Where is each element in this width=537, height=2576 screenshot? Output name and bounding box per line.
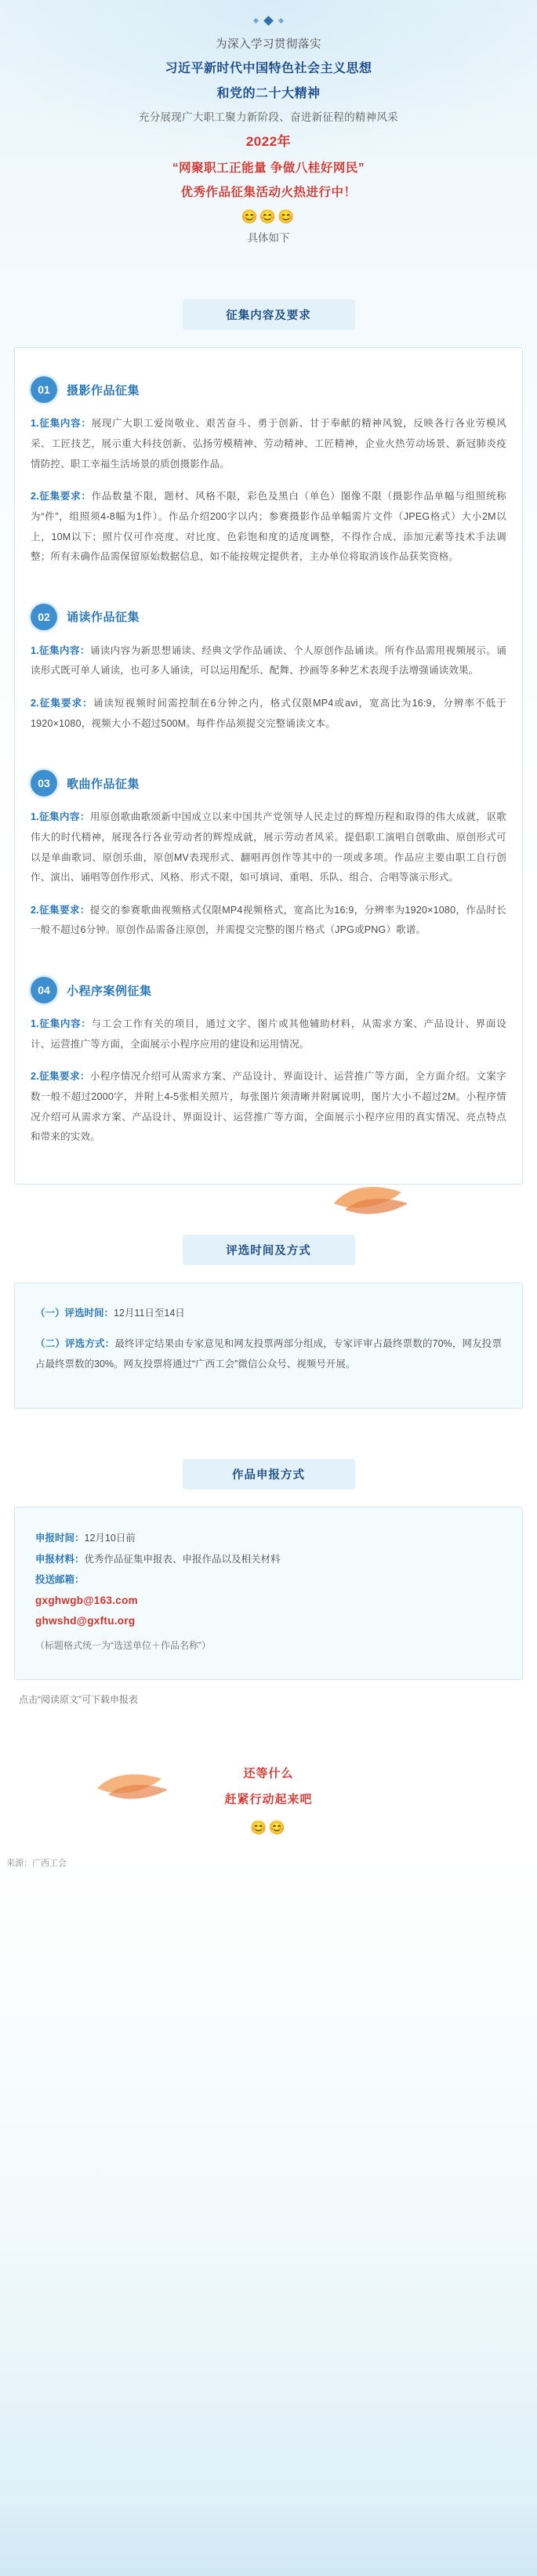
paragraph-lead: 2.征集要求： <box>31 904 90 916</box>
apply-email-1[interactable]: gxghwgb@163.com <box>35 1595 138 1607</box>
review-method-label: （二）评选方式： <box>35 1338 115 1350</box>
header-line-4: 充分展现广大职工聚力新阶段、奋进新征程的精神风采 <box>138 111 399 123</box>
paragraph <box>31 901 506 941</box>
paragraph-text: 诵读短视频时间需控制在6分钟之内，格式仅限MP4或avi，宽高比为16:9，分辨率不低于1920×1080，视频大小不超过500M。每件作品须提交完整诵读文本。 <box>31 698 506 729</box>
closing-line-1: 还等什么 <box>243 1766 294 1780</box>
paragraph-text: 展现广大职工爱岗敬业、艰苦奋斗、勇于创新、甘于奉献的精神风貌，反映各行各业劳模风采、工匠技艺，展示重大科技创新、弘扬劳模精神、劳动精神、工匠精神，企业火热劳动场景、新冠肺炎疫情防控、职工幸福生活场景的质创摄影作品。 <box>31 418 506 470</box>
paragraph-lead: 2.征集要求： <box>31 698 93 709</box>
review-time-value: 12月11日至14日 <box>114 1307 185 1319</box>
review-time <box>35 1304 502 1324</box>
closing-line-2: 赶紧行动起来吧 <box>224 1792 313 1806</box>
paragraph-text: 用原创歌曲歌颂新中国成立以来中国共产党领导人民走过的辉煌历程和取得的伟大成就，讴歌伟大的时代精神，展现各行各业劳动者的辉煌成就，展示劳动者风采。提倡职工演唱自创歌曲、原创形式可以是单曲歌词、原创乐曲，原创MV表现形式、翻唱再创作等其中的一项或多项。作品应主要由职工自行创作、演出、诵唱等创作形式、风格、形式不限，如可填词、重唱、乐队、组合、合唱等演示形式。 <box>31 811 507 883</box>
paragraph-text: 提交的参赛歌曲视频格式仅限MP4视频格式，宽高比为16:9，分辨率为1920×1080，作品时长一般不超过6分钟。原创作品需备注原创，并需提交完整的图片格式（JPG或PNG）歌谱。 <box>31 904 506 936</box>
content-section-title: 征集内容及要求 <box>183 299 355 330</box>
apply-mailbox-label: 投送邮箱： <box>35 1574 85 1586</box>
review-method-value: 最终评定结果由专家意见和网友投票两部分组成，专家评审占最终票数的70%，网友投票占最终票数的30%。网友投票将通过“广西工会”微信公众号、视频号开展。 <box>35 1338 502 1370</box>
apply-material-label: 申报材料： <box>35 1553 85 1565</box>
apply-time <box>35 1528 502 1549</box>
subsection-header-03 <box>31 770 506 796</box>
diamond-icon <box>263 16 274 26</box>
review-method <box>35 1334 502 1374</box>
review-section-title-wrap <box>0 1185 537 1283</box>
apply-time-label: 申报时间： <box>35 1532 85 1544</box>
paragraph-text: 小程序情况介绍可从需求方案、产品设计、界面设计、运营推广等方面，全方面介绍。文案字数一般不超过2000字，并附上4-5张相关照片，每张图片须清晰并附属说明，图片大小不超过2M。小程序情况介绍可从需求方案、产品设计、界面设计、运营推广等方面，全面展示小程序应用的真实情况、亮点特点和带来的实效。 <box>31 1071 507 1143</box>
subsection-title: 诵读作品征集 <box>67 611 140 625</box>
subsection-header-04 <box>31 977 506 1003</box>
apply-section-title-wrap <box>0 1409 537 1507</box>
paragraph <box>31 694 506 734</box>
paragraph <box>31 1067 506 1148</box>
paragraph-text: 诵读内容为新思想诵读、经典文学作品诵读、个人原创作品诵读。所有作品需用视频展示。诵读形式既可单人诵读，也可多人诵读，可以运用配乐、配舞、抄画等多种艺术表现手法增强诵读效果。 <box>31 644 507 677</box>
subsection-header-01 <box>31 376 506 403</box>
header-slogan: “网聚职工正能量 争做八桂好网民” <box>172 161 365 175</box>
paragraph <box>31 414 506 474</box>
content-section-title-wrap <box>0 249 537 347</box>
header-line-1: 为深入学习贯彻落实 <box>216 38 321 51</box>
paragraph-text: 作品数量不限，题材、风格不限，彩色及黑白（单色）图像不限（摄影作品单幅与组照统称为“件”，组照须4-8幅为1件）。作品介绍200字以内；参赛摄影作品单幅需片文件（JPEG格式）大小2M以上，10M以下；照片仅可作亮度、对比度、色彩饱和度的适度调整，不得作合成、添加元素等技术手法调整；所有未确作品需保留原始数据信息，如不能按规定提供者，主办单位将取消该作品获奖资格。 <box>31 491 506 563</box>
paragraph-lead: 2.征集要求： <box>31 1071 90 1083</box>
apply-card <box>14 1507 523 1680</box>
number-badge: 02 <box>31 604 57 630</box>
paragraph-text: 与工会工作有关的项目，通过文字、图片或其他辅助材料，从需求方案、产品设计、界面设计、运营推广等方面，全面展示小程序应用的建设和运用情况。 <box>31 1018 506 1050</box>
number-badge: 01 <box>31 376 57 403</box>
paragraph <box>31 487 506 568</box>
header-line-2: 习近平新时代中国特色社会主义思想 <box>165 62 372 75</box>
subsection-title: 摄影作品征集 <box>67 383 140 397</box>
number-badge: 03 <box>31 770 57 796</box>
review-time-label: （一）评选时间： <box>35 1307 114 1319</box>
paragraph-lead: 1.征集内容： <box>31 644 90 656</box>
paragraph <box>31 1014 506 1054</box>
review-section-title: 评选时间及方式 <box>183 1235 355 1265</box>
paragraph-lead: 1.征集内容： <box>31 811 90 823</box>
header-emoji: 😊😊😊 <box>241 209 296 224</box>
apply-note: （标题格式统一为“选送单位＋作品名称”） <box>35 1639 211 1651</box>
number-badge: 04 <box>31 977 57 1003</box>
source-label: 来源：广西工会 <box>6 1858 67 1868</box>
review-card <box>14 1283 523 1409</box>
paragraph-lead: 2.征集要求： <box>31 491 92 503</box>
apply-material <box>35 1549 502 1570</box>
paragraph-lead: 1.征集内容： <box>31 418 92 430</box>
subsection-title: 歌曲作品征集 <box>67 777 140 791</box>
top-divider <box>0 0 537 29</box>
paragraph-lead: 1.征集内容： <box>31 1018 92 1029</box>
paragraph <box>31 807 506 888</box>
header-line-3: 和党的二十大精神 <box>216 87 321 100</box>
paragraph <box>31 641 506 681</box>
subsection-title: 小程序案例征集 <box>67 984 152 998</box>
closing-emoji: 😊😊 <box>250 1820 287 1835</box>
diamond-icon <box>278 18 284 24</box>
subsection-header-02 <box>31 604 506 630</box>
apply-section-title: 作品申报方式 <box>183 1459 355 1489</box>
apply-time-value: 12月10日前 <box>84 1532 136 1544</box>
header-slogan-2: 优秀作品征集活动火热进行中！ <box>180 185 357 199</box>
header-year: 2022年 <box>245 134 292 149</box>
apply-material-value: 优秀作品征集申报表、申报作品以及相关材料 <box>84 1553 281 1565</box>
header-detail: 具体如下 <box>247 231 290 244</box>
read-original-note[interactable]: 点击“阅读原文”可下载申报表 <box>19 1693 138 1705</box>
content-card <box>14 347 523 1184</box>
apply-email-2[interactable]: ghwshd@gxftu.org <box>35 1614 136 1627</box>
apply-mailbox <box>35 1569 502 1591</box>
article-header <box>0 29 537 249</box>
diamond-icon <box>253 18 259 24</box>
closing-block <box>0 1706 537 1836</box>
